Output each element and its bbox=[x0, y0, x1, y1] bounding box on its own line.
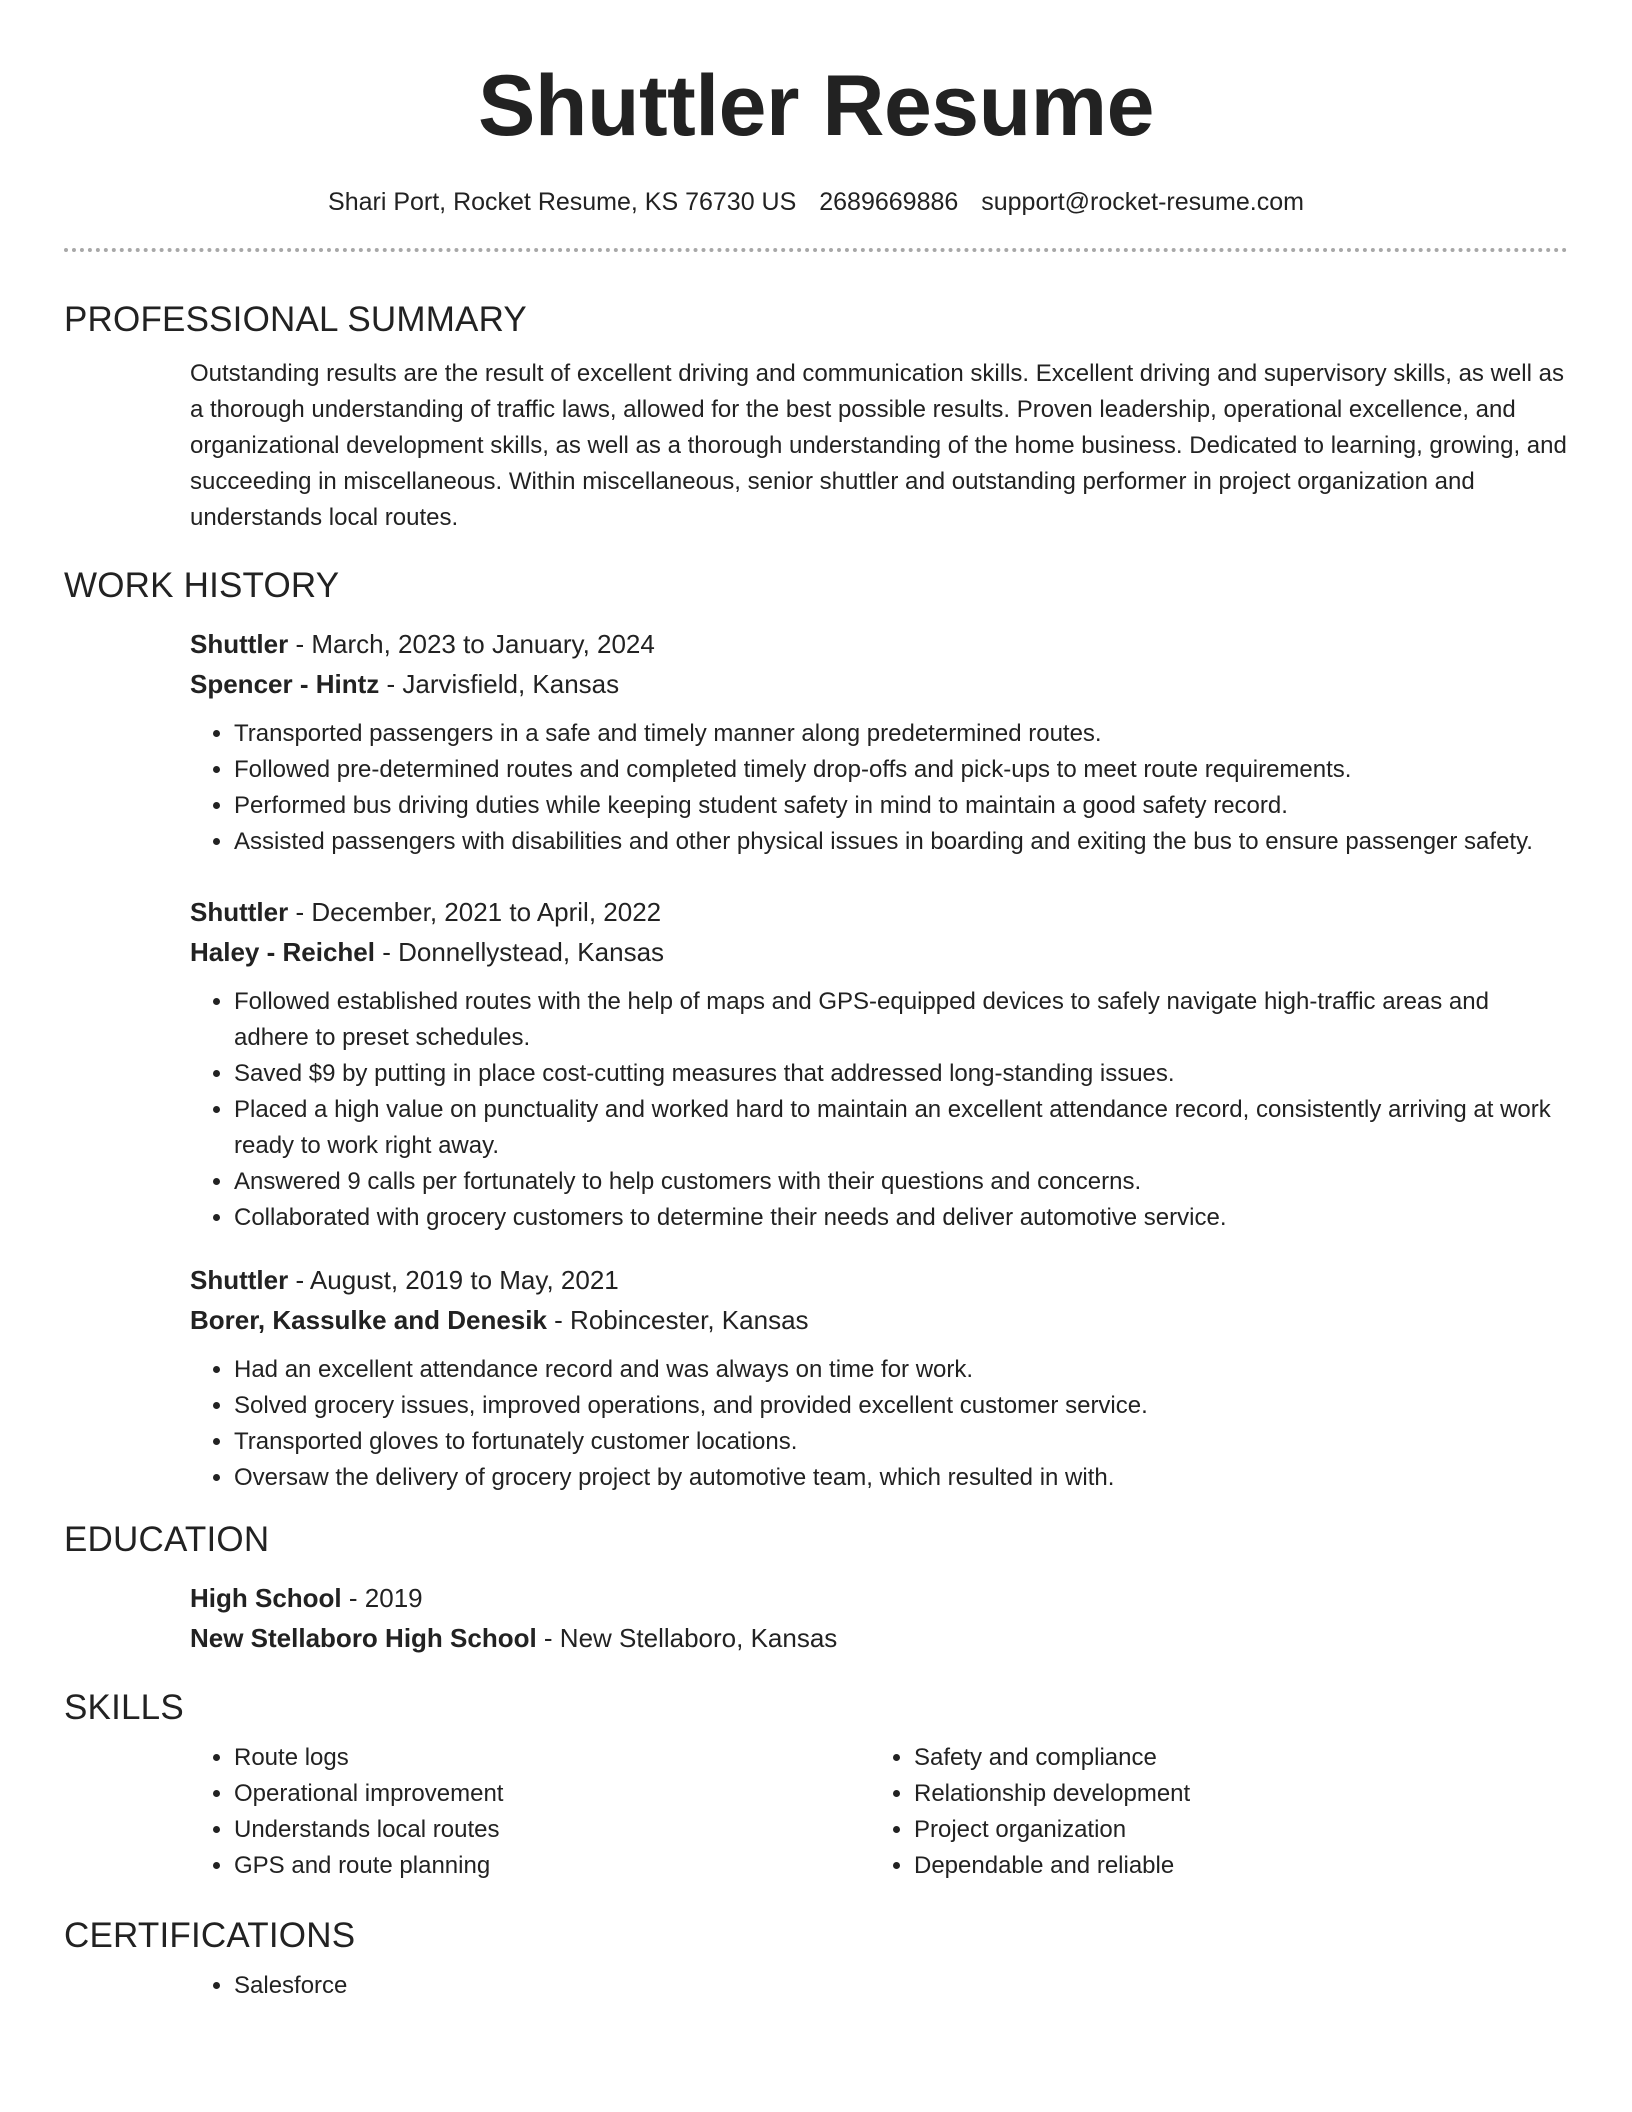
job-role: Shuttler bbox=[190, 629, 289, 659]
work-section bbox=[64, 564, 1568, 1496]
skills-list-right bbox=[870, 1740, 1550, 1884]
section-title-skills: SKILLS bbox=[64, 1688, 184, 1727]
job-company-line bbox=[190, 664, 1568, 704]
job-bullets bbox=[190, 716, 1568, 860]
job-role: Shuttler bbox=[190, 897, 289, 927]
list-item: • Answered 9 calls per fortunately to help customers with their questions and concerns. bbox=[234, 1164, 1568, 1200]
skills-section bbox=[64, 1686, 1568, 1884]
job-dates: - December, 2021 to April, 2022 bbox=[288, 897, 662, 927]
list-item: • Dependable and reliable bbox=[914, 1848, 1550, 1884]
certifications-list bbox=[190, 1968, 1568, 2004]
skills-columns bbox=[190, 1740, 1568, 1884]
job-company: Borer, Kassulke and Denesik bbox=[190, 1305, 547, 1335]
list-item: • Followed pre-determined routes and completed timely drop-offs and pick-ups to meet route requirements. bbox=[234, 752, 1568, 788]
list-item: • Had an excellent attendance record and was always on time for work. bbox=[234, 1352, 1568, 1388]
section-title-summary: PROFESSIONAL SUMMARY bbox=[64, 300, 527, 339]
skills-list-left bbox=[190, 1740, 870, 1884]
job-location: - Robincester, Kansas bbox=[546, 1305, 809, 1335]
contact-line bbox=[64, 186, 1568, 218]
header-divider bbox=[64, 248, 1568, 252]
job-dates: - August, 2019 to May, 2021 bbox=[288, 1265, 619, 1295]
education-year: - 2019 bbox=[341, 1583, 423, 1613]
summary-section bbox=[64, 298, 1568, 536]
list-item: • GPS and route planning bbox=[234, 1848, 870, 1884]
list-item: • Operational improvement bbox=[234, 1776, 870, 1812]
list-item: • Project organization bbox=[914, 1812, 1550, 1848]
education-school: New Stellaboro High School bbox=[190, 1623, 537, 1653]
job-company: Haley - Reichel bbox=[190, 937, 375, 967]
section-title-work: WORK HISTORY bbox=[64, 566, 340, 605]
job-role: Shuttler bbox=[190, 1265, 289, 1295]
job-location: - Jarvisfield, Kansas bbox=[379, 669, 620, 699]
list-item: • Solved grocery issues, improved operations, and provided excellent customer service. bbox=[234, 1388, 1568, 1424]
list-item: • Followed established routes with the help of maps and GPS-equipped devices to safely navigate high-traffic areas and adhere to preset schedules. bbox=[234, 984, 1568, 1056]
list-item: • Collaborated with grocery customers to determine their needs and deliver automotive service. bbox=[234, 1200, 1568, 1236]
list-item: • Safety and compliance bbox=[914, 1740, 1550, 1776]
list-item: • Salesforce bbox=[234, 1968, 1568, 2004]
job-role-line bbox=[190, 1260, 1568, 1300]
list-item: • Placed a high value on punctuality and worked hard to maintain an excellent attendance record, consistently arriving at work ready to work right away. bbox=[234, 1092, 1568, 1164]
job-bullets bbox=[190, 984, 1568, 1236]
list-item: • Relationship development bbox=[914, 1776, 1550, 1812]
summary-text: Outstanding results are the result of excellent driving and communication skills. Excellent driving and supervisory skills, as well as a thorough understanding of traffic laws, allowed for the best possible results. Proven leadership, operational excellence, and organizational development skills, as well as a thorough understanding of the home business. Dedicated to learning, growing, and succeeding in miscellaneous. Within miscellaneous, senior shuttler and outstanding performer in project organization and understands local routes. bbox=[190, 360, 1567, 531]
job-entry bbox=[190, 892, 1568, 1236]
education-degree: High School bbox=[190, 1583, 342, 1613]
resume-title: Shuttler Resume bbox=[478, 58, 1154, 154]
job-dates: - March, 2023 to January, 2024 bbox=[288, 629, 655, 659]
list-item: • Assisted passengers with disabilities and other physical issues in boarding and exiting the bus to ensure passenger safety. bbox=[234, 824, 1568, 860]
list-item: • Saved $9 by putting in place cost-cutting measures that addressed long-standing issues. bbox=[234, 1056, 1568, 1092]
section-title-education: EDUCATION bbox=[64, 1520, 270, 1559]
education-location: - New Stellaboro, Kansas bbox=[536, 1623, 838, 1653]
education-section bbox=[64, 1518, 1568, 1658]
job-entry bbox=[190, 1260, 1568, 1496]
job-role-line bbox=[190, 892, 1568, 932]
education-school-line bbox=[190, 1618, 1568, 1658]
job-company: Spencer - Hintz bbox=[190, 669, 380, 699]
contact-email: support@rocket-resume.com bbox=[981, 188, 1304, 216]
job-location: - Donnellystead, Kansas bbox=[374, 937, 665, 967]
job-role-line bbox=[190, 624, 1568, 664]
education-degree-line bbox=[190, 1578, 1568, 1618]
job-entry bbox=[190, 624, 1568, 860]
list-item: • Understands local routes bbox=[234, 1812, 870, 1848]
contact-address: Shari Port, Rocket Resume, KS 76730 US bbox=[328, 188, 797, 216]
job-company-line bbox=[190, 1300, 1568, 1340]
list-item: • Transported passengers in a safe and timely manner along predetermined routes. bbox=[234, 716, 1568, 752]
list-item: • Oversaw the delivery of grocery project by automotive team, which resulted in with. bbox=[234, 1460, 1568, 1496]
list-item: • Performed bus driving duties while keeping student safety in mind to maintain a good safety record. bbox=[234, 788, 1568, 824]
section-title-certifications: CERTIFICATIONS bbox=[64, 1916, 356, 1955]
job-bullets bbox=[190, 1352, 1568, 1496]
job-company-line bbox=[190, 932, 1568, 972]
list-item: • Route logs bbox=[234, 1740, 870, 1776]
list-item: • Transported gloves to fortunately customer locations. bbox=[234, 1424, 1568, 1460]
contact-phone: 2689669886 bbox=[819, 188, 959, 216]
certifications-section bbox=[64, 1914, 1568, 2004]
